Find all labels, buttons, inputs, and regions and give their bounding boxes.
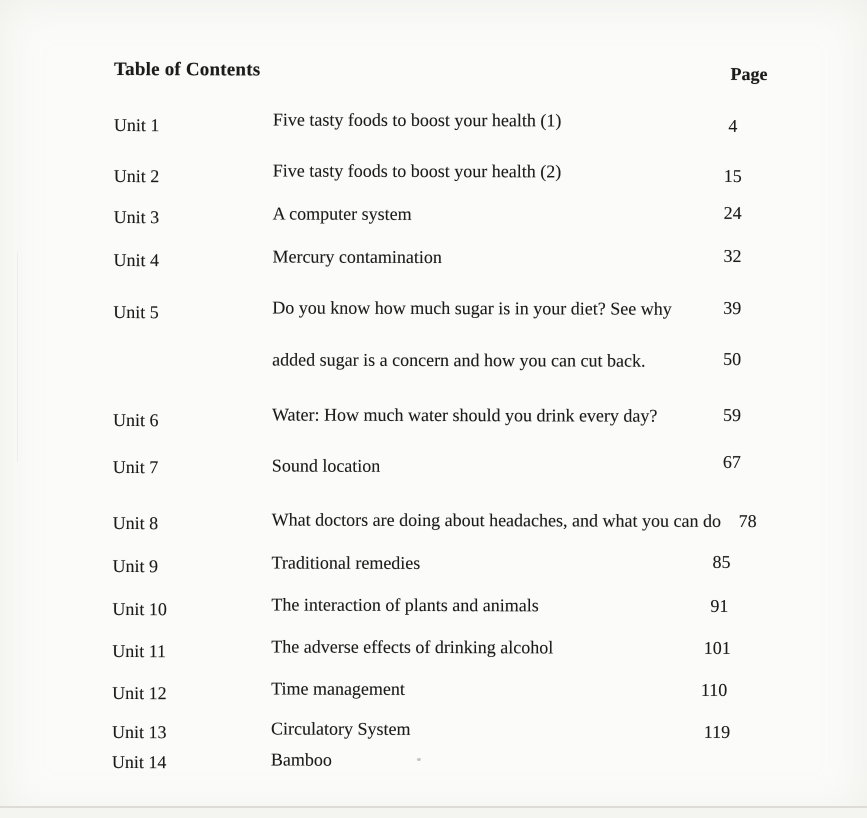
unit-label: Unit 14 xyxy=(111,751,167,773)
unit-label: Unit 9 xyxy=(112,555,159,577)
unit-label: Unit 8 xyxy=(112,512,159,534)
unit-title: Sound location xyxy=(271,455,381,476)
toc-row-unit-4 xyxy=(0,246,867,275)
scan-artifact xyxy=(417,758,421,761)
unit-title: Five tasty foods to boost your health (1) xyxy=(272,109,562,131)
page-title: Table of Contents xyxy=(114,58,261,81)
unit-title: The adverse effects of drinking alcohol xyxy=(271,636,554,658)
unit-title: The interaction of plants and animals xyxy=(271,594,539,616)
unit-label: Unit 10 xyxy=(112,598,167,620)
toc-row-unit-5-continued xyxy=(0,349,867,378)
unit-title: Time management xyxy=(271,678,405,699)
unit-label: Unit 7 xyxy=(112,456,159,478)
toc-row-unit-12 xyxy=(0,678,866,707)
unit-label: Unit 3 xyxy=(113,206,160,228)
unit-page-number: 4 xyxy=(728,115,738,136)
unit-label: Unit 1 xyxy=(113,114,160,136)
unit-label: Unit 11 xyxy=(112,640,167,662)
unit-page-number: 59 xyxy=(722,404,742,425)
unit-label: Unit 4 xyxy=(113,249,160,271)
toc-row-unit-10 xyxy=(0,594,866,623)
unit-page-number: 15 xyxy=(723,165,742,186)
unit-page-number: 85 xyxy=(712,551,731,572)
unit-page-number: 110 xyxy=(700,679,728,700)
unit-title: Traditional remedies xyxy=(271,552,421,573)
toc-row-unit-6 xyxy=(0,404,867,433)
toc-row-unit-14 xyxy=(0,749,866,778)
toc-row-unit-1 xyxy=(1,109,867,138)
unit-label: Unit 2 xyxy=(113,165,160,187)
unit-label: Unit 12 xyxy=(112,682,167,704)
unit-page-number: 101 xyxy=(703,637,731,658)
unit-page-number: 67 xyxy=(722,451,741,472)
toc-row-unit-7 xyxy=(0,452,867,481)
unit-title: A computer system xyxy=(272,203,412,224)
page-column-header: Page xyxy=(730,63,768,85)
unit-label: Unit 5 xyxy=(113,301,159,323)
toc-row-unit-8 xyxy=(0,509,867,538)
unit-title: Mercury contamination xyxy=(272,246,442,268)
unit-page-number: 32 xyxy=(723,245,742,266)
unit-label: Unit 13 xyxy=(111,721,167,743)
toc-row-unit-3 xyxy=(1,203,867,232)
unit-page-number: 39 xyxy=(723,297,742,318)
unit-title: Water: How much water should you drink every day? xyxy=(271,404,658,426)
unit-title: What doctors are doing about headaches, and what you can do xyxy=(271,509,722,531)
scan-edge-strip-bottom xyxy=(0,808,867,818)
unit-page-number: 78 xyxy=(738,510,757,532)
unit-title: Five tasty foods to boost your health (2) xyxy=(272,160,562,182)
unit-page-number: 50 xyxy=(723,348,742,369)
toc-row-unit-11 xyxy=(0,636,866,665)
unit-title: Bamboo xyxy=(270,749,332,770)
unit-page-number: 24 xyxy=(723,202,742,223)
scan-edge-line-left xyxy=(17,252,18,462)
unit-page-number: 91 xyxy=(710,595,729,616)
unit-title: Circulatory System xyxy=(270,718,411,739)
unit-title: Do you know how much sugar is in your diet? See why xyxy=(272,297,672,319)
unit-page-number: 119 xyxy=(703,721,731,742)
toc-row-unit-2 xyxy=(1,160,867,189)
toc-row-unit-5 xyxy=(0,297,867,326)
toc-row-unit-9 xyxy=(0,552,867,581)
toc-row-unit-13 xyxy=(0,718,866,747)
unit-title: added sugar is a concern and how you can cut back. xyxy=(272,349,646,371)
unit-label: Unit 6 xyxy=(112,409,159,431)
